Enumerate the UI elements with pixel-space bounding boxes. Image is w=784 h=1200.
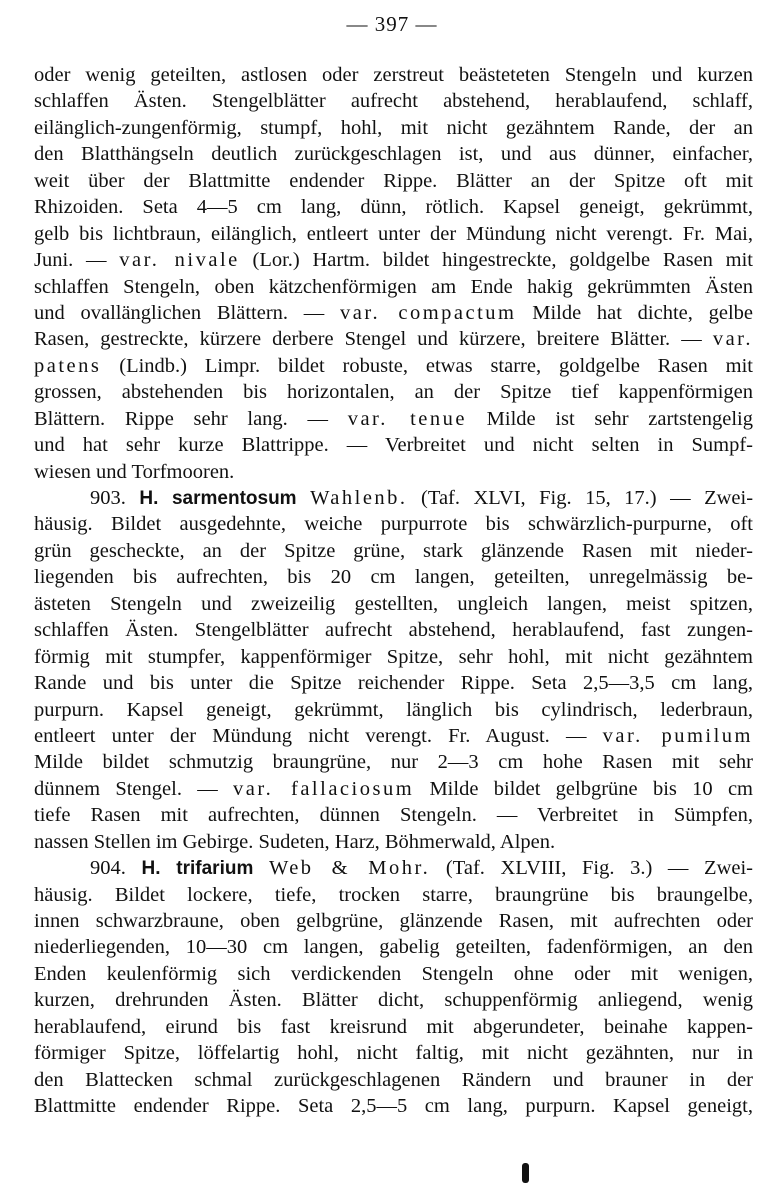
species-name: H. trifarium	[141, 858, 254, 880]
text-line: häusig. Bildet lockere, tiefe, trocken starre, braungrüne bis braungelbe,	[34, 883, 753, 906]
text-line: grün gescheckte, an der Spitze grüne, stark glänzende Rasen mit nieder-	[34, 539, 753, 562]
text-run: (Taf. XLVIII, Fig. 3.) — Zwei-	[430, 857, 753, 880]
text-line: den Blatthängseln deutlich zurückgeschlagen ist, und aus dünner, einfacher,	[34, 143, 753, 166]
ink-mark	[522, 1163, 529, 1183]
text-line: innen schwarzbraune, oben gelbgrüne, glänzende Rasen, mit aufrechten oder	[34, 910, 753, 932]
species-author: Wahlenb.	[310, 487, 408, 509]
text-line: eilänglich-zungenförmig, stumpf, hohl, mit nicht gezähntem Rande, der an	[34, 116, 753, 139]
variety-name: var. compactum	[339, 301, 517, 324]
text-run: Rasen, gestreckte, kürzere derbere Stengel und kürzere, breitere Blätter. —	[34, 328, 713, 351]
text-line: purpurn. Kapsel geneigt, gekrümmt, länglich bis cylindrisch, lederbraun,	[34, 698, 753, 721]
text-line: Milde bildet schmutzig braungrüne, nur 2—3 cm hohe Rasen mit sehr	[34, 751, 753, 774]
text-run	[253, 857, 269, 879]
page-number: — 397 —	[346, 12, 438, 36]
text-run: Juni. —	[34, 249, 120, 272]
text-line: Enden keulenförmig sich verdickenden Stengeln ohne oder mit wenigen,	[34, 962, 753, 985]
text-line: grossen, abstehenden bis horizontalen, an der Spitze tief kappenförmigen	[34, 381, 753, 404]
text-line	[34, 723, 753, 749]
text-run: Milde ist sehr zartstengelig	[466, 407, 753, 430]
variety-name: patens	[34, 354, 102, 377]
text-line: Rande und bis unter die Spitze reichender Rippe. Seta 2,5—3,5 cm lang,	[34, 672, 753, 695]
text-line: Blattmitte endender Rippe. Seta 2,5—5 cm lang, purpurn. Kapsel geneigt,	[34, 1095, 753, 1118]
text-run: (Taf. XLVI, Fig. 15, 17.) — Zwei-	[407, 487, 753, 509]
text-line: tiefe Rasen mit aufrechten, dünnen Stengeln. — Verbreitet in Sümpfen,	[34, 804, 753, 827]
variety-name: var. pumilum	[602, 724, 753, 747]
variety-name: var. nivale	[119, 249, 240, 272]
text-line	[34, 247, 753, 273]
text-line: wiesen und Torfmooren.	[34, 460, 235, 483]
species-heading-line	[34, 855, 753, 881]
text-line	[34, 776, 753, 802]
species-name: H. sarmentosum	[139, 488, 297, 509]
variety-name: var. fallaciosum	[233, 777, 415, 800]
species-author: Web & Mohr.	[268, 857, 431, 880]
text-line: ästeten Stengeln und zweizeilig gestellten, ungleich langen, meist spitzen,	[34, 592, 753, 615]
text-line: oder wenig geteilten, astlosen oder zerstreut beästeteten Stengeln und kurzen	[34, 64, 753, 86]
species-number: 904.	[90, 857, 142, 880]
text-line: förmig mit stumpfer, kappenförmiger Spitze, sehr hohl, mit nicht gezähntem	[34, 645, 753, 668]
species-number: 903.	[90, 487, 140, 509]
text-run: Milde bildet gelbgrüne bis 10 cm	[414, 777, 753, 800]
text-line: nassen Stellen im Gebirge. Sudeten, Harz, Böhmerwald, Alpen.	[34, 830, 556, 853]
text-line	[34, 406, 753, 432]
text-line: förmiger Spitze, löffelartig hohl, nicht faltig, mit nicht gezähnten, nur in	[34, 1042, 753, 1065]
text-line: gelb bis lichtbraun, eilänglich, entleert unter der Mündung nicht verengt. Fr. Mai,	[34, 222, 753, 245]
variety-name: var. tenue	[347, 407, 467, 430]
text-line: schlaffen Ästen. Stengelblätter aufrecht abstehend, herablaufend, fast zungen-	[34, 619, 753, 642]
text-line: herablaufend, eirund bis fast kreisrund mit abgerundeter, beinahe kappen-	[34, 1015, 753, 1038]
text-line: und hat sehr kurze Blattrippe. — Verbreitet und nicht selten in Sumpf-	[34, 434, 753, 457]
text-run: und ovallänglichen Blättern. —	[34, 301, 340, 324]
text-run: (Lor.) Hartm. bildet hingestreckte, goldgelbe Rasen mit	[239, 249, 753, 272]
text-line	[34, 353, 753, 379]
text-line: den Blattecken schmal zurückgeschlagenen Rändern und brauner in der	[34, 1068, 753, 1091]
text-line: Rhizoiden. Seta 4—5 cm lang, dünn, rötlich. Kapsel geneigt, gekrümmt,	[34, 196, 753, 219]
text-run: Blättern. Rippe sehr lang. —	[34, 407, 348, 430]
text-run: (Lindb.) Limpr. bildet robuste, etwas starre, goldgelbe Rasen mit	[101, 354, 753, 377]
text-run: dünnem Stengel. —	[34, 777, 234, 800]
text-line: niederliegenden, 10—30 cm langen, gabelig geteilten, fadenförmigen, an den	[34, 936, 753, 959]
text-line: weit über der Blattmitte endender Rippe. Blätter an der Spitze oft mit	[34, 169, 753, 192]
text-line: schlaffen Ästen. Stengelblätter aufrecht abstehend, herablaufend, schlaff,	[34, 90, 753, 113]
text-run: Milde hat dichte, gelbe	[516, 301, 753, 324]
text-line: kurzen, drehrunden Ästen. Blätter dicht, schuppenförmig anliegend, wenig	[34, 989, 753, 1012]
body-text	[34, 62, 753, 1120]
species-heading-line	[34, 485, 753, 511]
text-line: schlaffen Stengeln, oben kätzchenförmigen am Ende hakig gekrümmten Ästen	[34, 275, 753, 298]
text-line	[34, 326, 753, 352]
text-run: entleert unter der Mündung nicht verengt. Fr. August. —	[34, 724, 603, 747]
text-line	[34, 300, 753, 326]
text-line: häusig. Bildet ausgedehnte, weiche purpurrote bis schwärzlich-purpurne, oft	[34, 513, 753, 536]
text-run	[297, 487, 310, 509]
variety-name: var.	[712, 328, 753, 351]
text-line: liegenden bis aufrechten, bis 20 cm langen, geteilten, unregelmässig be-	[34, 566, 753, 589]
